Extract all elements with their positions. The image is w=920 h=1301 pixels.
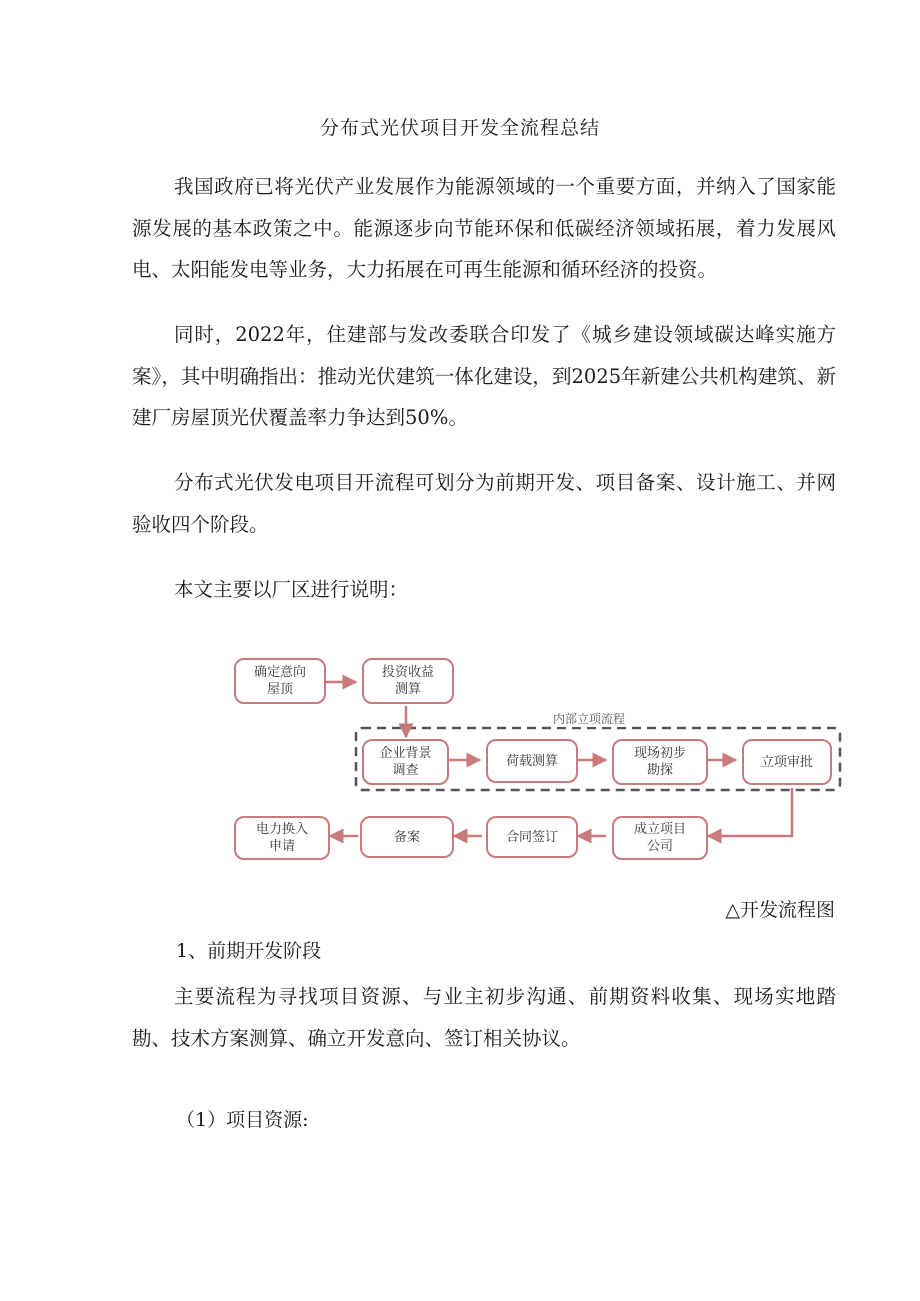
- page-title: 分布式光伏项目开发全流程总结: [319, 117, 600, 139]
- arrow-approval-to-company: [708, 788, 792, 836]
- paragraph-policy: 我国政府已将光伏产业发展作为能源领域的一个重要方面，并纳入了国家能源发展的基本政策之中。能源逐步向节能环保和低碳经济领域拓展，着力发展风电、太阳能发电等业务，大力拓展在可再生能源和循环经济的投资。: [132, 175, 836, 281]
- node-load-calc: 荷载测算: [486, 739, 578, 783]
- paragraph-main-process: 主要流程为寻找项目资源、与业主初步沟通、前期资料收集、现场实地踏勘、技术方案测算、确立开发意向、签订相关协议。: [132, 985, 836, 1050]
- node-establish-company: 成立项目 公司: [612, 816, 708, 860]
- paragraph-intro-factory: 本文主要以厂区进行说明：: [174, 578, 409, 601]
- node-filing: 备案: [360, 816, 454, 858]
- node-site-survey: 现场初步 勘探: [612, 739, 708, 785]
- node-project-approval: 立项审批: [742, 739, 832, 785]
- node-power-access: 电力换入 申请: [234, 816, 330, 860]
- node-investment-calc: 投资收益 测算: [362, 658, 454, 704]
- node-confirm-roof: 确定意向 屋顶: [234, 658, 326, 704]
- node-company-background: 企业背景 调查: [362, 739, 449, 785]
- subsection-heading: （1）项目资源:: [176, 1109, 309, 1131]
- development-flowchart: [220, 646, 850, 876]
- section-heading: 1、前期开发阶段: [176, 940, 322, 962]
- flowchart-caption: △开发流程图: [725, 899, 835, 921]
- node-sign-contract: 合同签订: [486, 816, 578, 858]
- internal-process-label: 内部立项流程: [550, 710, 628, 727]
- paragraph-four-stages: 分布式光伏发电项目开流程可划分为前期开发、项目备案、设计施工、并网验收四个阶段。: [132, 471, 836, 536]
- paragraph-2022-plan: 同时，2022年，住建部与发改委联合印发了《城乡建设领域碳达峰实施方案》，其中明确指出：推动光伏建筑一体化建设，到2025年新建公共机构建筑、新建厂房屋顶光伏覆盖率力争达到50%。: [132, 323, 836, 429]
